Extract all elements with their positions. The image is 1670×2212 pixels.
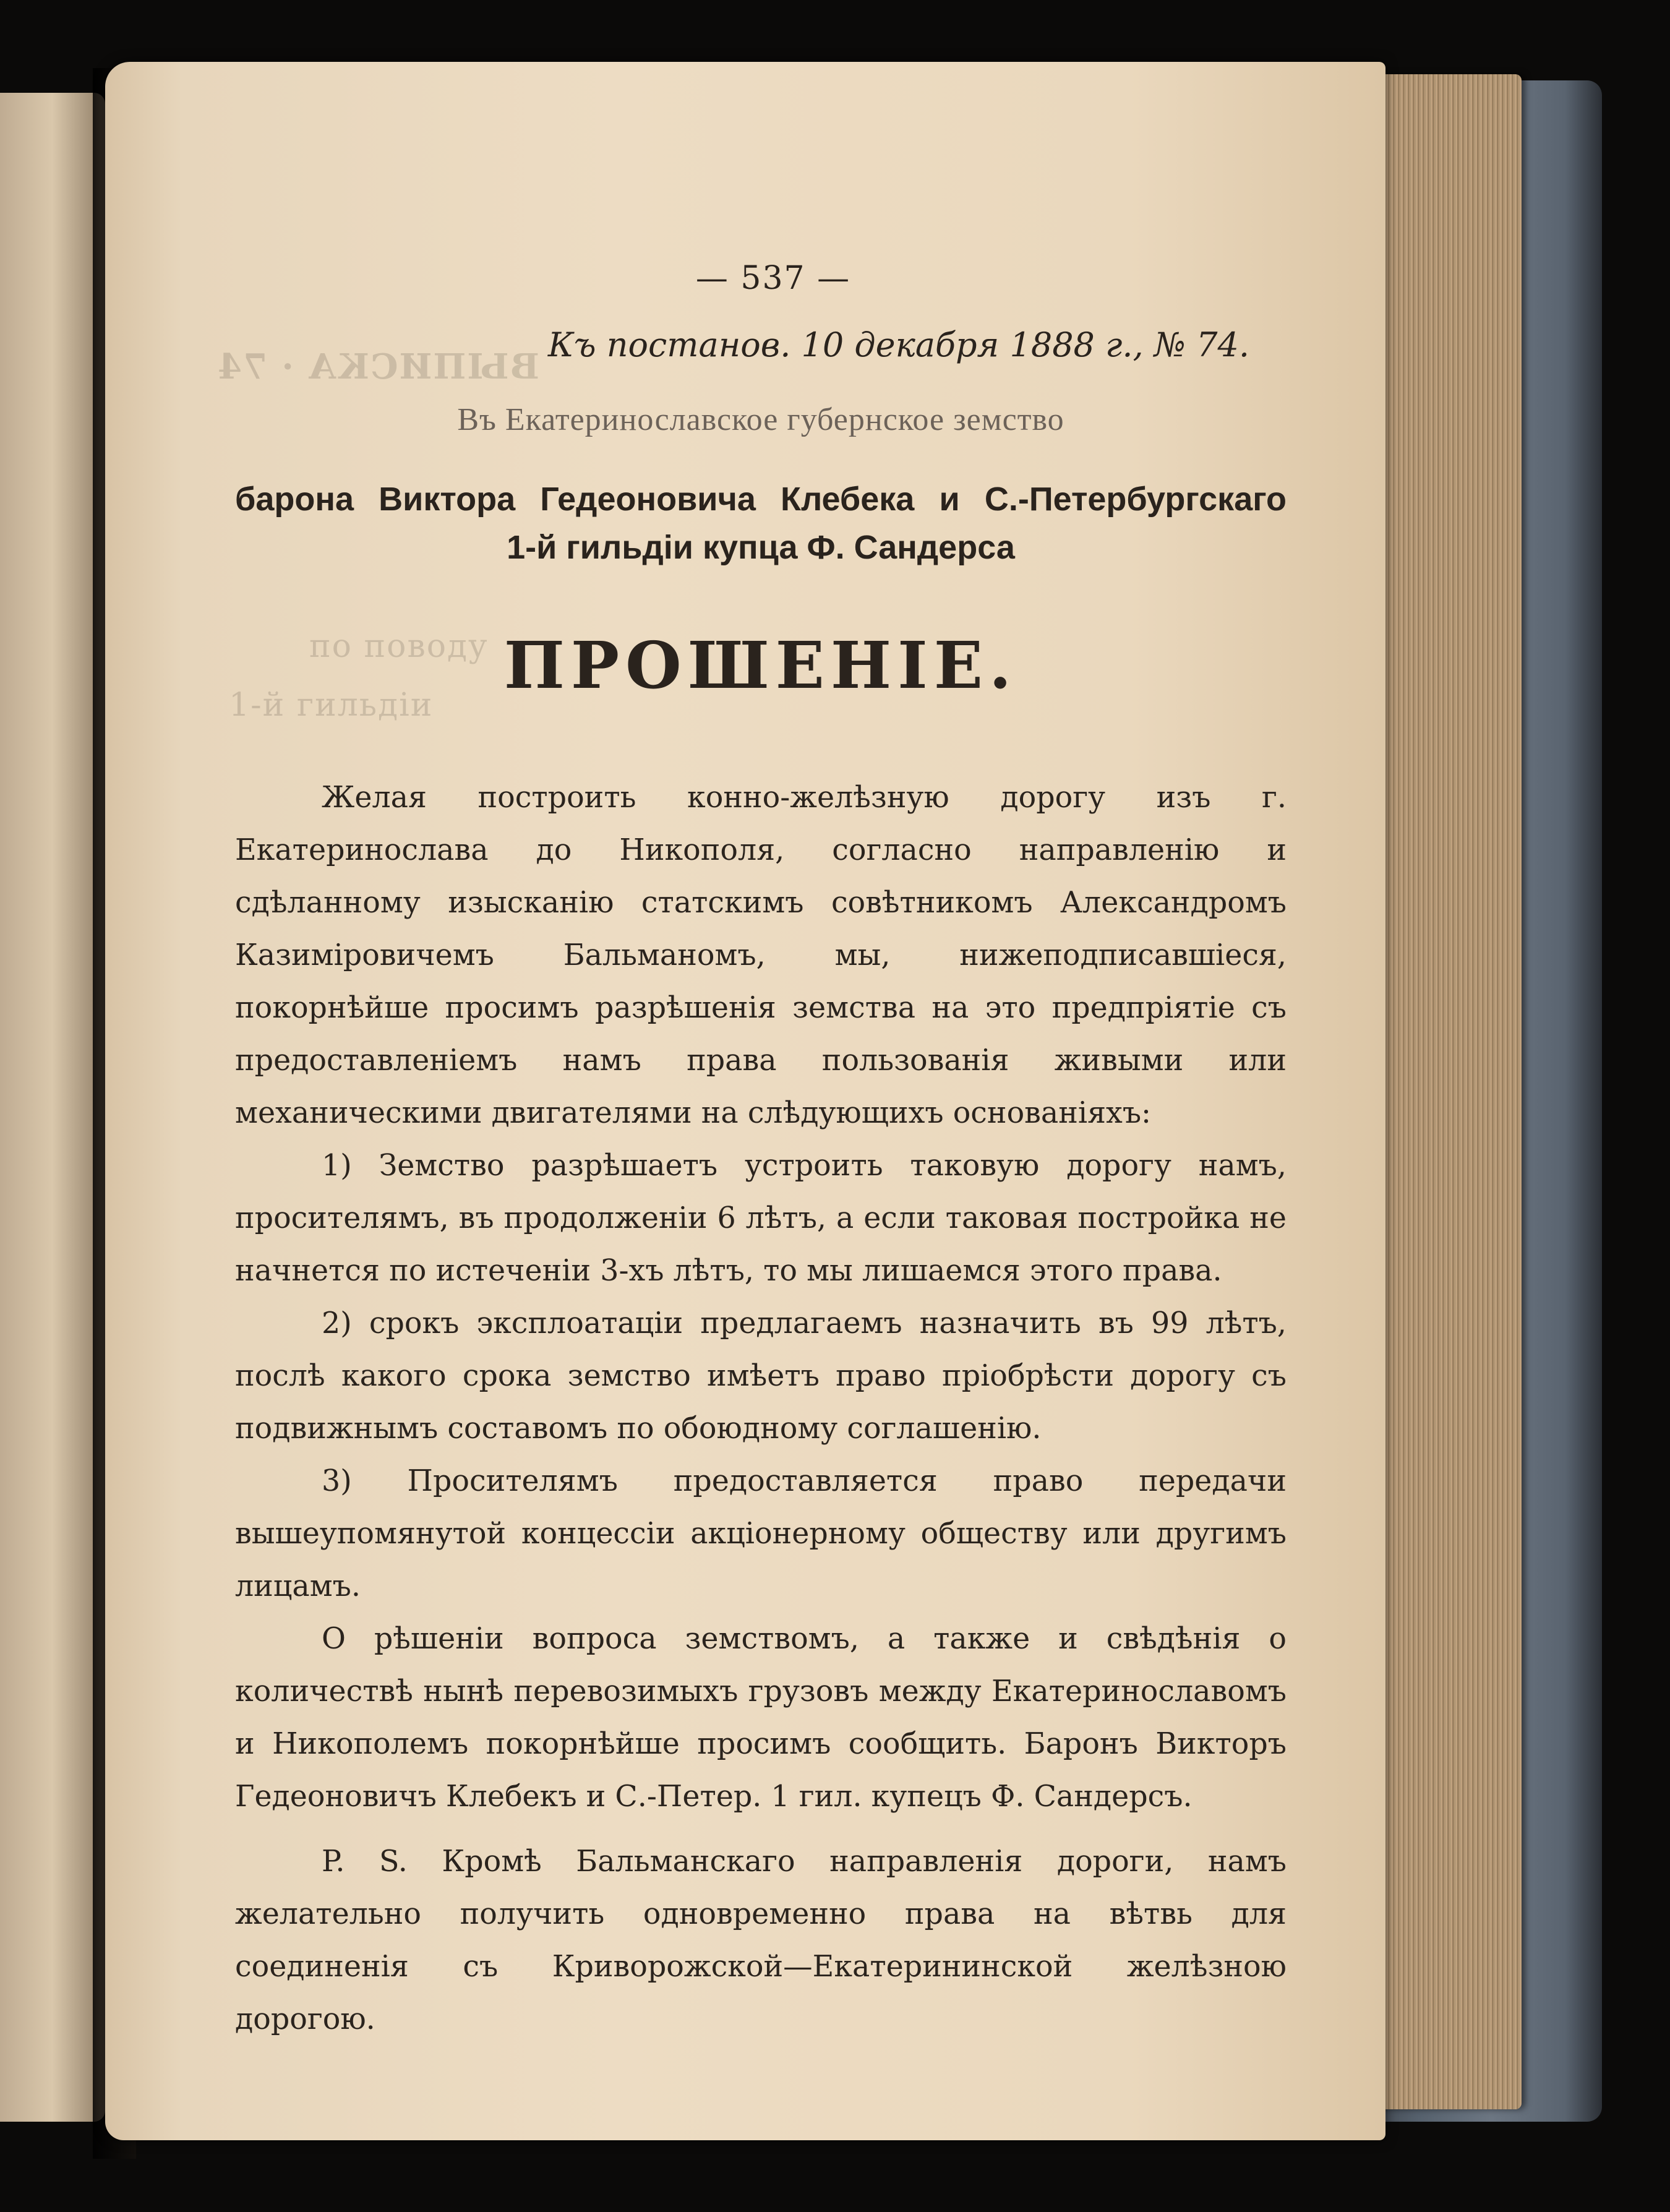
intro-paragraph: Желая построить конно-желѣзную дорогу изъ г. Екатеринослава до Никополя, согласно направленію и сдѣланному изысканію статскимъ совѣтникомъ Александромъ Казиміровичемъ Бальманомъ, мы, нижеподписавшіеся, покорнѣйше просимъ разрѣшенія земства на это предпріятіе съ предоставленіемъ намъ права пользованія живыми или механическими двигателями на слѣдующихъ основаніяхъ: <box>235 781 1287 1130</box>
document-title: ПРОШЕНІЕ. <box>503 627 1018 703</box>
clause-3: 3) Просителямъ предоставляется право передачи вышеупомянутой концессіи акціонерному обществу или другимъ лицамъ. <box>235 1464 1287 1603</box>
request-paragraph: О рѣшеніи вопроса земствомъ, а также и свѣдѣнія о количествѣ нынѣ перевозимыхъ грузовъ между Екатеринославомъ и Никополемъ покорнѣйше просимъ сообщить. Баронъ Викторъ Гедеоновичъ Клебекъ и С.-Петер. 1 гил. купецъ Ф. Сандерсъ. <box>235 1622 1287 1814</box>
show-through-text: 1-й гильдіи <box>229 687 434 724</box>
document-page <box>105 62 1385 2140</box>
postscript-paragraph: P. S. Кромѣ Бальманскаго направленія дороги, намъ желательно получить одновременно права на вѣтвь для соединенія съ Криворожской—Екатерининской желѣзною дорогою. <box>235 1845 1287 2036</box>
show-through-text: ВЫПИСКА · 74 <box>216 346 539 387</box>
page-content <box>235 260 1287 2046</box>
petitioners-line: 1-й гильдіи купца Ф. Сандерса <box>507 529 1015 566</box>
page-number: — 537 — <box>695 260 851 297</box>
petitioners-line: барона Виктора Гедеоновича Клебека и С.-Петербургскаго <box>235 481 1287 518</box>
clause-2: 2) срокъ эксплоатаціи предлагаемъ назначить въ 99 лѣтъ, послѣ какого срока земство имѣетъ право пріобрѣсти дорогу съ подвижнымъ составомъ по обоюдному соглашенію. <box>235 1306 1287 1446</box>
resolution-reference: Къ постанов. 10 декабря 1888 г., № 74. <box>547 325 1249 364</box>
show-through-text: по поводу <box>309 628 489 665</box>
previous-page-edge <box>0 93 105 2122</box>
clause-1: 1) Земство разрѣшаетъ устроить таковую дорогу намъ, просителямъ, въ продолженіи 6 лѣтъ, а если таковая постройка не начнется по истеченіи 3-хъ лѣтъ, то мы лишаемся этого права. <box>235 1149 1287 1288</box>
addressee-line: Въ Екатеринославское губернское земство <box>457 402 1064 437</box>
petitioners-block <box>235 475 1287 572</box>
petition-body <box>235 771 1287 2046</box>
